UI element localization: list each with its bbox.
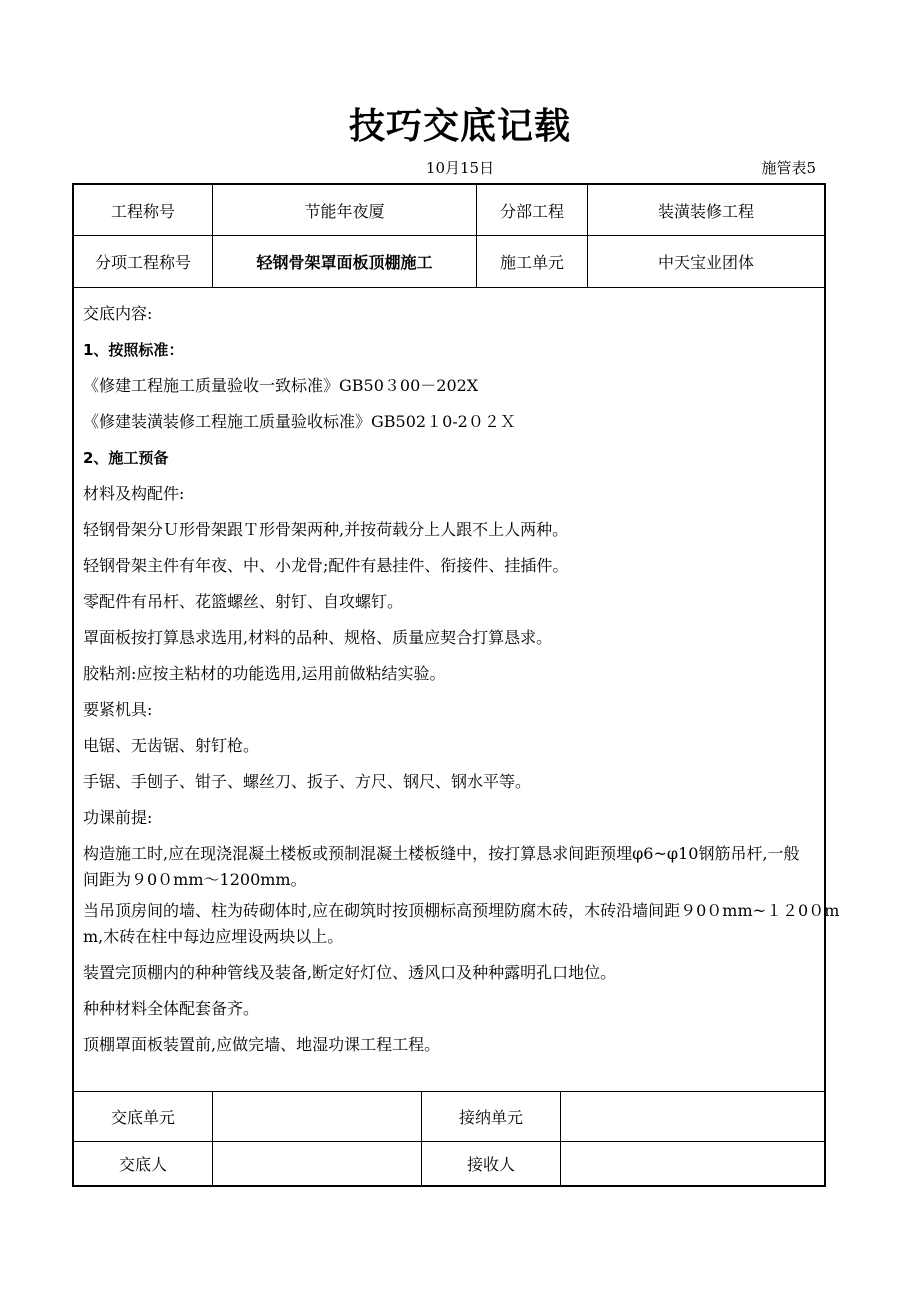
tools-heading: 要紧机具: — [83, 700, 153, 719]
subitem-name-value: 轻钢骨架罩面板顶棚施工 — [213, 236, 477, 287]
handover-person-value — [213, 1142, 422, 1185]
division-value: 装潢装修工程 — [657, 201, 754, 221]
receiver-value — [561, 1142, 824, 1185]
condition-item: 装置完顶棚内的种种管线及装备,断定好灯位、透风口及种种露明孔口地位。 — [83, 963, 617, 982]
standard-item: 《修建装潢装修工程施工质量验收标准》GB502１0-2０２Ｘ — [83, 412, 516, 431]
project-name-row — [74, 185, 824, 236]
standard-item: 《修建工程施工质量验收一致标准》GB50３00－202X — [83, 376, 479, 395]
receiver-label: 接收人 — [422, 1142, 561, 1185]
handover-unit-row — [74, 1092, 824, 1142]
form-number: 施管表5 — [761, 159, 816, 177]
section1-heading: 1、按照标准： — [83, 341, 184, 359]
tool-item: 手锯、手刨子、钳子、螺丝刀、扳子、方尺、钢尺、钢水平等。 — [83, 772, 532, 791]
condition-line: m,木砖在柱中每边应埋设两块以上。 — [83, 927, 344, 946]
content-intro: 交底内容: — [83, 304, 153, 323]
project-name-value: 节能年夜厦 — [213, 185, 477, 235]
subitem-name-label: 分项工程称号 — [74, 236, 213, 287]
material-item: 胶粘剂:应按主粘材的功能选用,运用前做粘结实验。 — [83, 664, 446, 683]
receiving-unit-value — [561, 1092, 824, 1141]
conditions-heading: 功课前提: — [83, 808, 153, 827]
subitem-row — [74, 236, 824, 288]
handover-unit-value — [213, 1092, 422, 1141]
construction-unit-value: 中天宝业团体 — [657, 253, 754, 272]
document-title: 技巧交底记载 — [348, 106, 571, 147]
document-date: 10月15日 — [425, 159, 495, 177]
handover-person-label: 交底人 — [74, 1142, 213, 1185]
condition-line: 构造施工时,应在现浇混凝土楼板或预制混凝土楼板缝中，按打算恳求间距预埋φ6~φ10钢筋吊杆,一般 — [83, 844, 800, 863]
handover-unit-label: 交底单元 — [74, 1092, 213, 1141]
material-item: 罩面板按打算恳求选用,材料的品种、规格、质量应契合打算恳求。 — [83, 628, 553, 647]
material-item: 零配件有吊杆、花篮螺丝、射钉、自攻螺钉。 — [83, 592, 404, 611]
handover-person-row — [74, 1142, 824, 1185]
section2-heading: 2、施工预备 — [83, 449, 169, 467]
construction-unit-label: 施工单元 — [477, 236, 588, 287]
handover-form-table — [72, 183, 840, 1187]
handover-content — [74, 288, 840, 1092]
condition-line: 当吊顶房间的墙、柱为砖砌体时,应在砌筑时按顶棚标高预埋防腐木砖，木砖沿墙间距９0０mm~１２0０m — [83, 901, 840, 920]
condition-item: 顶棚罩面板装置前,应做完墙、地湿功课工程工程。 — [83, 1035, 441, 1054]
division-label: 分部工程 — [477, 185, 588, 235]
material-item: 轻钢骨架分Ｕ形骨架跟Ｔ形骨架两种,并按荷载分上人跟不上人两种。 — [83, 520, 569, 539]
condition-line: 间距为９0０mm～1200mm。 — [83, 870, 307, 889]
project-name-label: 工程称号 — [74, 185, 213, 235]
material-item: 轻钢骨架主件有年夜、中、小龙骨;配件有悬挂件、衔接件、挂插件。 — [83, 556, 569, 575]
receiving-unit-label: 接纳单元 — [422, 1092, 561, 1141]
materials-heading: 材料及构配件: — [83, 484, 185, 503]
condition-item: 种种材料全体配套备齐。 — [83, 999, 260, 1018]
tool-item: 电锯、无齿锯、射钉枪。 — [83, 736, 260, 755]
